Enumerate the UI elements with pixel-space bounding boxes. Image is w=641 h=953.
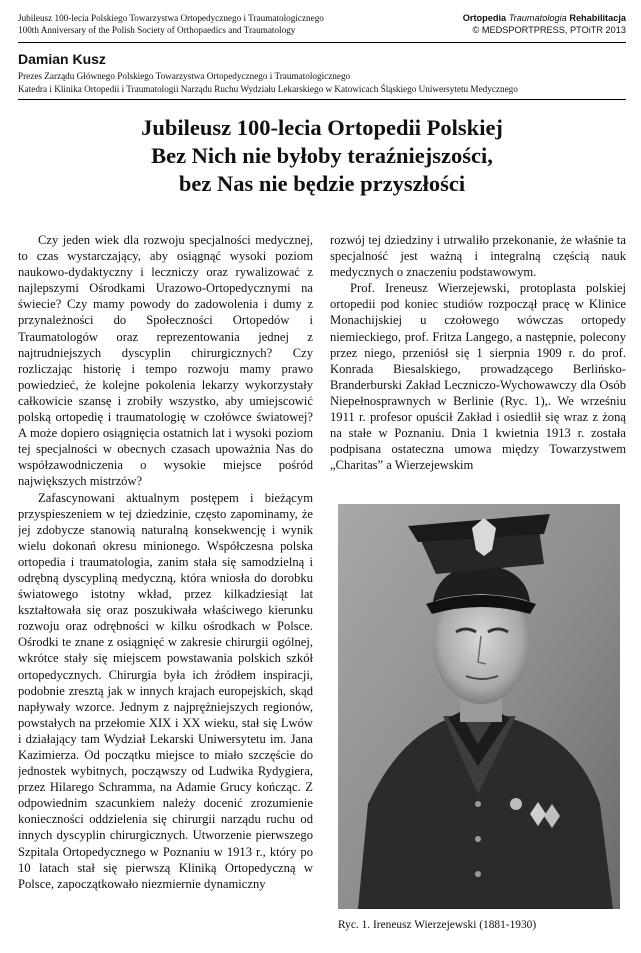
header-title-pl: Jubileusz 100-lecia Polskiego Towarzystwa Ortopedycznego i Traumatologicznego	[18, 13, 324, 23]
article-title	[18, 114, 626, 198]
body-paragraph: Zafascynowani aktualnym postępem i bieżącym przyspieszeniem w tej dziedzinie, często zapominamy, że jej zdobycze stanowią naturalną konsekwencję i wynik wielu dokonań okresu minionego. Współczesna polska ortopedia i traumatologia, zanim stała się samodzielną i odrębną dyscypliną medyczną, która wniosła do dorobku światowego istotny wkład, przez kilkadziesiąt lat kształtowała się oraz poszukiwała właściwego kierunku rozwoju oraz odrębności w kilku ośrodkach w Polsce. Ośrodki te znane z osiągnięć w zakresie chirurgii ogólnej, wkrótce stały się miejscem powstawania polskich szkół ortopedycznych. Chirurgia była ich źródłem inspiracji, podobnie zresztą jak w innych krajach europejskich, skąd napływały wzorce. Jednym z najprężniejszych regionów, powstałych na przełomie XIX i XX wieku, stał się Lwów i działający tam Wydział Lekarski Uniwersytetu im. Jana Kazimierza. Od początku miejsce to miało szczęście do jednostek wybitnych, począwszy od Ludwika Rydygiera, przez Hilarego Schramma, na Adamie Grucy kończąc. Z odpowiednim szacunkiem należy docenić zrozumienie konieczności oddzielenia się chirurgii narządu ruchu od innych dyscyplin chirurgicznych. Utworzenie pierwszego Szpitala Ortopedycznego w Poznaniu w 1913 r., który po 10 latach stał się pierwszą Kliniką Ortopedyczną w Polsce, zapoczątkowało niezmiernie dynamiczny	[18, 490, 313, 891]
body-column-right	[330, 232, 626, 473]
author-name: Damian Kusz	[18, 51, 106, 67]
header-right	[463, 12, 626, 36]
running-header	[18, 12, 626, 42]
author-affiliations	[18, 70, 518, 96]
body-paragraph: rozwój tej dziedziny i utrwaliło przekonanie, że właśnie ta specjalność jest ważną i integralną częścią nauk medycznych o znaczeniu podstawowym.	[330, 233, 626, 280]
journal-name-part2: Traumatologia	[508, 13, 567, 23]
title-line: Bez Nich nie byłoby teraźniejszości,	[151, 143, 493, 168]
journal-name	[463, 12, 626, 24]
body-paragraph: Czy jeden wiek dla rozwoju specjalności medycznej, to czas wystarczający, aby osiągnąć wysoki poziom naukowo-dydaktyczny i leczniczy oraz rywalizować z najlepszymi Ośrodkami Urazowo-Ortopedycznymi na świecie? Czy mamy powody do zadowolenia i dumy z przynależności do Społeczności Ortopedów i Traumatologów oraz reprezentowania jednej z najtrudniejszych dyscyplin chirurgicznych? Czy rozliczając historię i tempo rozwoju mamy prawo powiedzieć, że kolejne pokolenia lekarzy wykorzystały całkowicie szansę i zrobiły wszystko, aby umiejscowić polską ortopedię i traumatologię w czołówce światowej? A może dopiero osiągnięcia ostatnich lat i wysoki poziom tej specjalności w obecnych czasach upoważnia Nas do współzawodniczenia o wysokie miejsce pośród największych mistrzów?	[18, 233, 313, 489]
title-line: bez Nas nie będzie przyszłości	[178, 171, 466, 196]
body-column-left	[18, 232, 313, 946]
affiliation-line: Katedra i Klinika Ortopedii i Traumatologii Narządu Ruchu Wydziału Lekarskiego w Katowicach Śląskiego Uniwersytetu Medycznego	[18, 84, 518, 94]
header-rule	[18, 42, 626, 43]
header-title-en: 100th Anniversary of the Polish Society of Orthopaedics and Traumatology	[18, 25, 296, 35]
figure-caption: Ryc. 1. Ireneusz Wierzejewski (1881-1930)	[338, 919, 537, 931]
affiliation-line: Prezes Zarządu Głównego Polskiego Towarzystwa Ortopedycznego i Traumatologicznego	[18, 71, 351, 81]
body-paragraph: Prof. Ireneusz Wierzejewski, protoplasta polskiej ortopedii pod koniec studiów rozpoczął pracę w Klinice Monachijskiej u czołowego wówczas ortopedy niemieckiego, prof. Fritza Langego, a następnie, polecony przez niego, przeniósł się 1 sierpnia 1909 r. do prof. Konrada Biesalskiego, prowadzącego Berlińsko-Branderburski Zakład Leczniczo-Wychowawczy dla Osób Niepełnosprawnych w Berlinie (Ryc. 1),. We wrześniu 1911 r. profesor opuścił Zakład i osiedlił się wraz z żoną na stałe w Poznaniu. Dnia 1 kwietnia 1913 r. została podpisana ostateczna umowa między Towarzystwem „Charitas” a Wierzejewskim	[330, 281, 626, 473]
journal-name-part1: Ortopedia	[462, 13, 507, 23]
journal-name-part3: Rehabilitacja	[569, 13, 626, 23]
publisher-line: © MEDSPORTPRESS, PTOiTR 2013	[472, 25, 626, 35]
title-line: Jubileusz 100-lecia Ortopedii Polskiej	[141, 115, 503, 140]
header-left	[18, 12, 324, 36]
affiliation-rule	[18, 99, 626, 100]
portrait-photo	[338, 504, 620, 909]
